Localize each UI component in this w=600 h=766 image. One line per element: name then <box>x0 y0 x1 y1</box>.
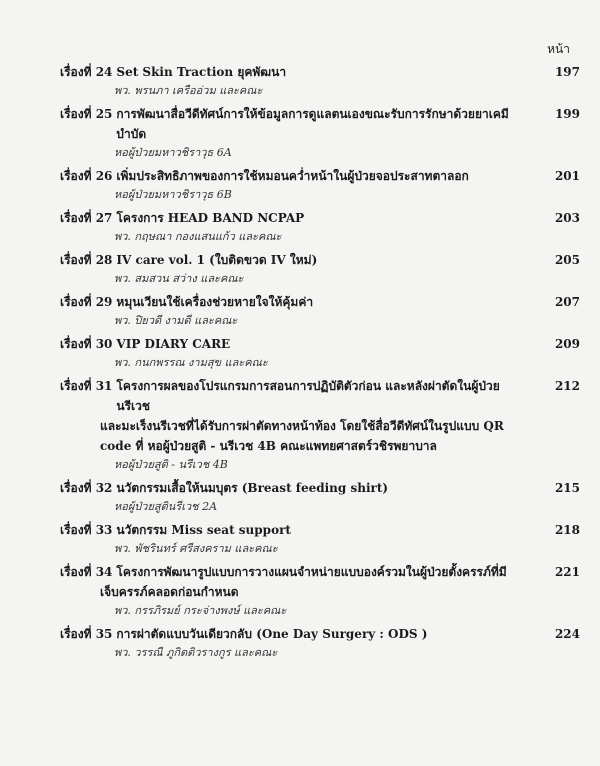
toc-entry <box>60 250 580 288</box>
entry-number: เรื่องที่ 32 <box>60 481 113 495</box>
entry-number: เรื่องที่ 25 <box>60 107 113 121</box>
entry-title: IV care vol. 1 (ใบติดขวด IV ใหม่) <box>116 253 318 267</box>
entry-number: เรื่องที่ 31 <box>60 379 113 393</box>
toc-entry <box>60 166 580 204</box>
entry-author: พว. สมสวน สว่าง และคณะ <box>114 272 244 285</box>
entry-page-number: 224 <box>554 627 580 641</box>
entry-title: หมุนเวียนใช้เครื่องช่วยหายใจให้คุ้มค่า <box>116 295 314 309</box>
entry-number: เรื่องที่ 24 <box>60 65 113 79</box>
entry-title: โครงการพัฒนารูปแบบการวางแผนจำหน่ายแบบองค์รวมในผู้ป่วยตั้งครรภ์ที่มี <box>116 565 507 579</box>
entry-title: นวัตกรรมเสื้อให้นมบุตร (Breast feeding shirt) <box>116 481 389 495</box>
entry-author: พว. พรนภา เครืออ่วม และคณะ <box>114 84 263 97</box>
toc-entry <box>60 292 580 330</box>
entry-title-continued: และมะเร็งนรีเวชที่ได้รับการผ่าตัดทางหน้าท้อง โดยใช้สื่อวีดีทัศน์ในรูปแบบ QR code ที่ หอผู้ป่วยสูติ - นรีเวช 4B คณะแพทยศาสตร์วชิรพยาบาล <box>100 419 504 453</box>
entry-page-number: 203 <box>554 211 580 225</box>
entry-page-number: 221 <box>554 565 580 579</box>
entry-page-number: 201 <box>554 169 580 183</box>
entry-page-number: 205 <box>554 253 580 267</box>
entry-author: พว. กรรภิรมย์ กระจ่างพงษ์ และคณะ <box>114 604 287 617</box>
entry-title-continued: เจ็บครรภ์คลอดก่อนกำหนด <box>100 585 239 599</box>
entry-number: เรื่องที่ 35 <box>60 627 113 641</box>
entry-number: เรื่องที่ 28 <box>60 253 113 267</box>
entry-page-number: 197 <box>554 65 580 79</box>
entry-title: การผ่าตัดแบบวันเดียวกลับ (One Day Surgery : ODS ) <box>116 627 428 641</box>
entry-author: พว. กฤษณา กองแสนแก้ว และคณะ <box>114 230 282 243</box>
toc-entry <box>60 520 580 558</box>
entry-page-number: 215 <box>554 481 580 495</box>
toc-entry <box>60 208 580 246</box>
toc-entry <box>60 376 580 474</box>
entry-title: VIP DIARY CARE <box>116 337 231 351</box>
entry-author: พว. ปิยวดี งามดี และคณะ <box>114 314 238 327</box>
entry-number: เรื่องที่ 27 <box>60 211 113 225</box>
table-of-contents <box>60 62 580 666</box>
entry-page-number: 199 <box>554 107 580 121</box>
toc-entry <box>60 562 580 620</box>
entry-title: โครงการผลของโปรแกรมการสอนการปฏิบัติตัวก่อน และหลังผ่าตัดในผู้ป่วยนรีเวช <box>116 379 500 413</box>
entry-author: พว. กนกพรรณ งามสุข และคณะ <box>114 356 268 369</box>
entry-number: เรื่องที่ 29 <box>60 295 113 309</box>
entry-page-number: 207 <box>554 295 580 309</box>
entry-author: พว. พัชรินทร์ ศรีสงคราม และคณะ <box>114 542 278 555</box>
entry-number: เรื่องที่ 34 <box>60 565 113 579</box>
entry-title: โครงการ HEAD BAND NCPAP <box>116 211 305 225</box>
entry-title: การพัฒนาสื่อวีดีทัศน์การให้ข้อมูลการดูแลตนเองขณะรับการรักษาด้วยยาเคมีบำบัด <box>116 107 509 141</box>
entry-author: หอผู้ป่วยมหาวชิราวุธ 6A <box>114 146 232 159</box>
entry-author: หอผู้ป่วยมหาวชิราวุธ 6B <box>114 188 232 201</box>
page-column-label: หน้า <box>547 42 570 56</box>
entry-title: Set Skin Traction ยุคพัฒนา <box>116 65 287 79</box>
entry-number: เรื่องที่ 26 <box>60 169 113 183</box>
entry-page-number: 209 <box>554 337 580 351</box>
entry-number: เรื่องที่ 33 <box>60 523 113 537</box>
toc-entry <box>60 334 580 372</box>
entry-title: เพิ่มประสิทธิภาพของการใช้หมอนคว่ำหน้าในผู้ป่วยจอประสาทตาลอก <box>116 169 469 183</box>
entry-page-number: 218 <box>554 523 580 537</box>
toc-entry <box>60 62 580 100</box>
entry-author: หอผู้ป่วยสูตินรีเวช 2A <box>114 500 218 513</box>
entry-author: หอผู้ป่วยสูติ - นรีเวช 4B <box>114 458 228 471</box>
entry-author: พว. วรรณี ภูกิตติวรางกูร และคณะ <box>114 646 278 659</box>
toc-entry <box>60 624 580 662</box>
entry-number: เรื่องที่ 30 <box>60 337 113 351</box>
entry-page-number: 212 <box>554 379 580 393</box>
entry-title: นวัตกรรม Miss seat support <box>116 523 291 537</box>
toc-entry <box>60 104 580 162</box>
toc-entry <box>60 478 580 516</box>
